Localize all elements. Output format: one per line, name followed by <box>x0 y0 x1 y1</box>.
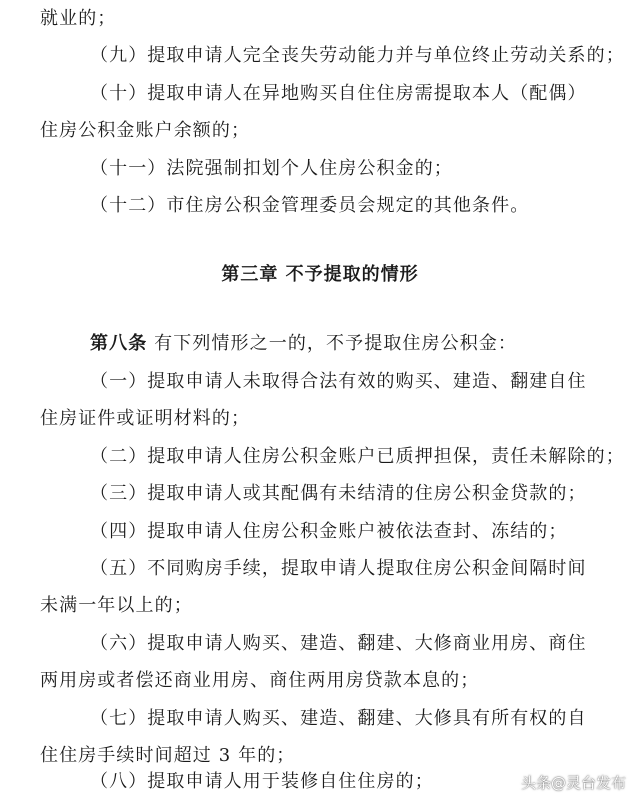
article-intro: 有下列情形之一的，不予提取住房公积金： <box>147 333 518 354</box>
text-line: （十）提取申请人在异地购买自住住房需提取本人（配偶） <box>90 83 587 104</box>
text-line: 住房公积金账户余额的； <box>40 120 251 141</box>
list-item: （一）提取申请人未取得合法有效的购买、建造、翻建自住 <box>90 371 587 392</box>
text-line: （十二）市住房公积金管理委员会规定的其他条件。 <box>90 195 530 216</box>
text-line: （十一）法院强制扣划个人住房公积金的； <box>90 158 453 179</box>
list-item: （八）提取申请人用于装修自住住房的； <box>90 771 434 792</box>
list-item: （七）提取申请人购买、建造、翻建、大修具有所有权的自 <box>90 708 587 729</box>
list-item: 两用房或者偿还商业用房、商住两用房贷款本息的； <box>40 670 480 691</box>
list-item: （五）不同购房手续，提取申请人提取住房公积金间隔时间 <box>90 558 587 579</box>
list-item: 住住房手续时间超过 3 年的； <box>40 745 296 766</box>
watermark: 头条@灵台发布 <box>520 774 626 792</box>
article-line <box>90 332 517 356</box>
list-item: （三）提取申请人或其配偶有未结清的住房公积金贷款的； <box>90 483 587 504</box>
list-item: （六）提取申请人购买、建造、翻建、大修商业用房、商住 <box>90 633 587 654</box>
text-line: 就业的； <box>40 8 117 29</box>
text-line: （九）提取申请人完全丧失劳动能力并与单位终止劳动关系的； <box>90 45 625 66</box>
list-item: （四）提取申请人住房公积金账户被依法查封、冻结的； <box>90 521 568 542</box>
article-number: 第八条 <box>90 333 148 354</box>
list-item: 住房证件或证明材料的； <box>40 408 251 429</box>
list-item: （二）提取申请人住房公积金账户已质押担保，责任未解除的； <box>90 446 625 467</box>
list-item: 未满一年以上的； <box>40 595 193 616</box>
chapter-title: 第三章 不予提取的情形 <box>221 264 419 285</box>
